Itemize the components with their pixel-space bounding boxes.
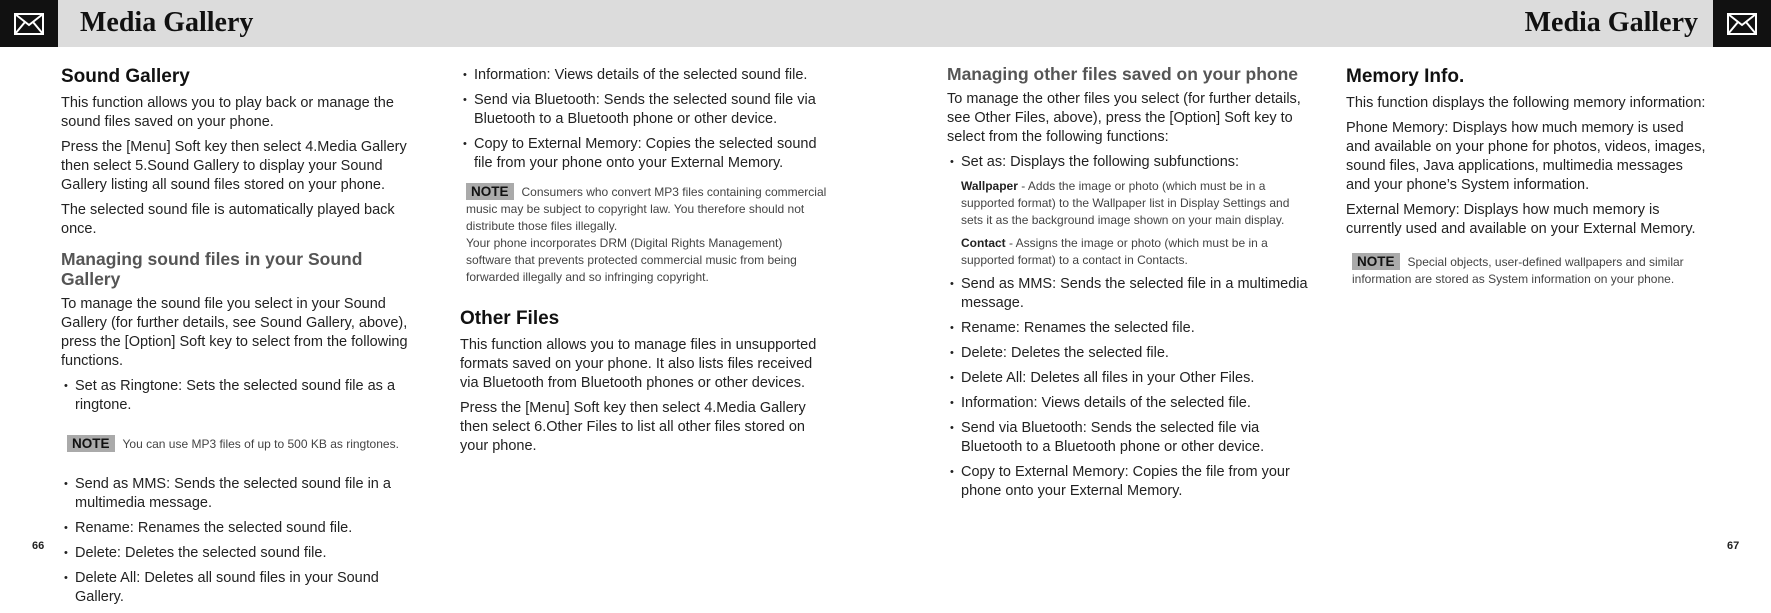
list-item: • Send via Bluetooth: Sends the selected sound file via Bluetooth to a Bluetooth phone or other device. — [460, 91, 830, 129]
paragraph: This function allows you to play back or manage the sound files saved on your phone. — [61, 95, 394, 130]
subfunction-contact — [961, 235, 1312, 269]
note-text: Consumers who convert MP3 files containing commercial music may be subject to copyright law. You therefore should not distribute those files illegally. — [466, 185, 827, 233]
note — [466, 183, 830, 286]
list-item: • Send via Bluetooth: Sends the selected file via Bluetooth to a Bluetooth phone or other device. — [947, 419, 1312, 457]
note-badge: NOTE — [466, 183, 514, 200]
list-item: • Rename: Renames the selected sound file. — [61, 519, 421, 538]
page-header — [0, 0, 1771, 47]
sub-text: - Adds the image or photo (which must be in a supported format) to the Wallpaper list in Display Settings and sets it as the background image shown on your main display. — [961, 179, 1290, 227]
list-item: • Set as Ringtone: Sets the selected sound file as a ringtone. — [61, 377, 421, 415]
paragraph: To manage the sound file you select in your Sound Gallery (for further details, see Sound Gallery, above), press the [Option] Soft key to select from the following functions. — [61, 296, 408, 369]
sub-term: Wallpaper — [961, 179, 1018, 193]
column-managing-other-files — [947, 62, 1312, 507]
function-list — [947, 153, 1312, 172]
note — [1352, 253, 1711, 288]
subfunction-wallpaper — [961, 178, 1312, 229]
heading-managing-other-files: Managing other files saved on your phone — [947, 64, 1299, 84]
note-text: Special objects, user-defined wallpapers and similar information are stored as System information on your phone. — [1352, 255, 1684, 286]
list-item: • Set as: Displays the following subfunctions: — [947, 153, 1312, 172]
heading-managing-sound-files: Managing sound files in your Sound Gallery — [61, 249, 363, 289]
list-item: • Delete All: Deletes all sound files in your Sound Gallery. — [61, 569, 421, 607]
list-item: • Delete: Deletes the selected sound file. — [61, 544, 421, 563]
list-item: • Delete All: Deletes all files in your Other Files. — [947, 369, 1312, 388]
list-item: • Information: Views details of the selected file. — [947, 394, 1312, 413]
envelope-icon — [1713, 0, 1771, 47]
paragraph: Press the [Menu] Soft key then select 4.Media Gallery then select 6.Other Files to list all other files stored on your phone. — [460, 400, 806, 454]
list-item: • Information: Views details of the selected sound file. — [460, 66, 830, 85]
function-list — [947, 275, 1312, 501]
sub-term: Contact — [961, 236, 1006, 250]
list-item: • Send as MMS: Sends the selected file in a multimedia message. — [947, 275, 1312, 313]
paragraph: Press the [Menu] Soft key then select 4.Media Gallery then select 5.Sound Gallery to display your Sound Gallery listing all sound files stored on your phone. — [61, 139, 407, 193]
header-title-right: Media Gallery — [1524, 7, 1698, 38]
column-memory-info — [1346, 62, 1711, 296]
list-item: • Delete: Deletes the selected file. — [947, 344, 1312, 363]
list-item: • Copy to External Memory: Copies the file from your phone onto your External Memory. — [947, 463, 1312, 501]
function-list — [460, 66, 830, 173]
header-title-left: Media Gallery — [80, 7, 254, 38]
page-number-right: 67 — [1727, 540, 1740, 552]
note-text: Your phone incorporates DRM (Digital Rights Management) software that prevents protected commercial music from being forwarded illegally and so infringing copyright. — [466, 236, 797, 284]
heading-memory-info: Memory Info. — [1346, 66, 1465, 87]
sub-text: - Assigns the image or photo (which must be in a supported format) to a contact in Contacts. — [961, 236, 1268, 267]
list-item: • Copy to External Memory: Copies the selected sound file from your phone onto your External Memory. — [460, 135, 830, 173]
column-other-files — [460, 66, 830, 462]
paragraph: The selected sound file is automatically played back once. — [61, 202, 395, 237]
page-number-left: 66 — [32, 540, 45, 552]
paragraph: This function displays the following memory information: — [1346, 95, 1706, 111]
heading-sound-gallery: Sound Gallery — [61, 66, 190, 87]
paragraph: Phone Memory: Displays how much memory is used and available on your phone for photos, videos, images, sound files, Java applications, multimedia messages and your phone’s System information. — [1346, 120, 1706, 193]
list-item: • Send as MMS: Sends the selected sound file in a multimedia message. — [61, 475, 421, 513]
list-item: • Rename: Renames the selected file. — [947, 319, 1312, 338]
note-badge: NOTE — [1352, 253, 1400, 270]
paragraph: This function allows you to manage files in unsupported formats saved on your phone. It also lists files received via Bluetooth from Bluetooth phones or other devices. — [460, 337, 817, 391]
paragraph: To manage the other files you select (for further details, see Other Files, above), press the [Option] Soft key to select from the following functions: — [947, 91, 1301, 145]
function-list — [61, 475, 421, 607]
note-text: You can use MP3 files of up to 500 KB as ringtones. — [122, 437, 399, 451]
paragraph: External Memory: Displays how much memory is currently used and available on your External Memory. — [1346, 202, 1696, 237]
note — [67, 435, 421, 453]
function-list — [61, 377, 421, 415]
heading-other-files: Other Files — [460, 308, 560, 329]
column-sound-gallery — [61, 62, 421, 613]
envelope-icon — [0, 0, 58, 47]
note-badge: NOTE — [67, 435, 115, 452]
